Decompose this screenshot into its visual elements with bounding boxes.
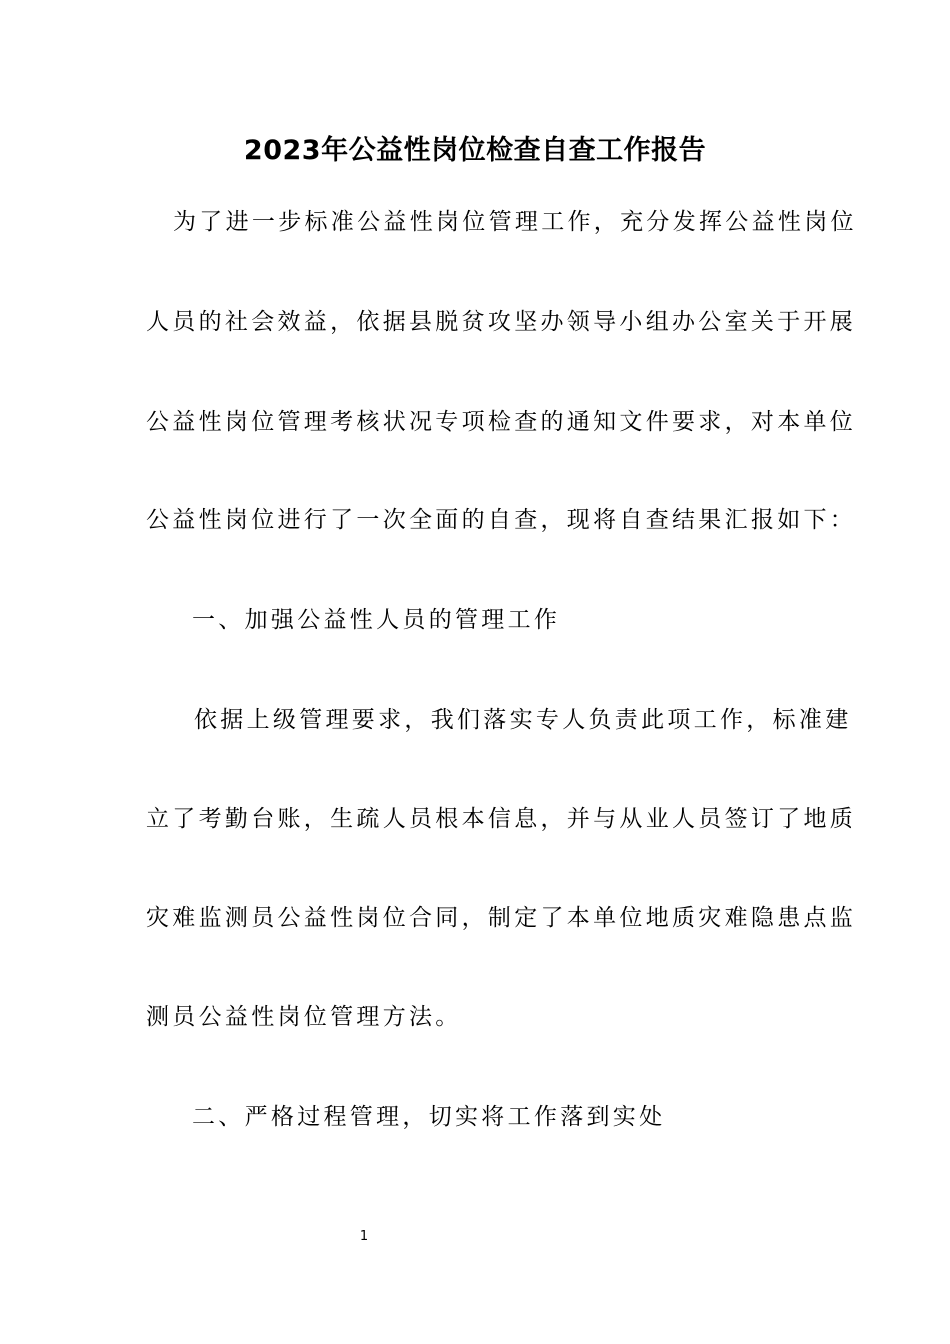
section-heading-1: 一、加强公益性人员的管理工作 <box>192 607 561 633</box>
paragraph-line-6: 立了考勤台账，生疏人员根本信息，并与从业人员签订了地质 <box>146 806 857 832</box>
page-number: 1 <box>359 1229 369 1244</box>
paragraph-line-3: 公益性岗位管理考核状况专项检查的通知文件要求，对本单位 <box>146 409 857 435</box>
section-heading-2: 二、严格过程管理，切实将工作落到实处 <box>192 1104 666 1130</box>
paragraph-line-5: 依据上级管理要求，我们落实专人负责此项工作，标准建 <box>194 707 852 733</box>
paragraph-line-2: 人员的社会效益，依据县脱贫攻坚办领导小组办公室关于开展 <box>146 309 857 335</box>
paragraph-line-8: 测员公益性岗位管理方法。 <box>146 1004 462 1030</box>
paragraph-line-1: 为了进一步标准公益性岗位管理工作，充分发挥公益性岗位 <box>173 209 857 235</box>
paragraph-line-4: 公益性岗位进行了一次全面的自查，现将自查结果汇报如下： <box>146 507 857 533</box>
paragraph-line-7: 灾难监测员公益性岗位合同，制定了本单位地质灾难隐患点监 <box>146 905 857 931</box>
document-title: 2023年公益性岗位检查自查工作报告 <box>243 135 707 166</box>
